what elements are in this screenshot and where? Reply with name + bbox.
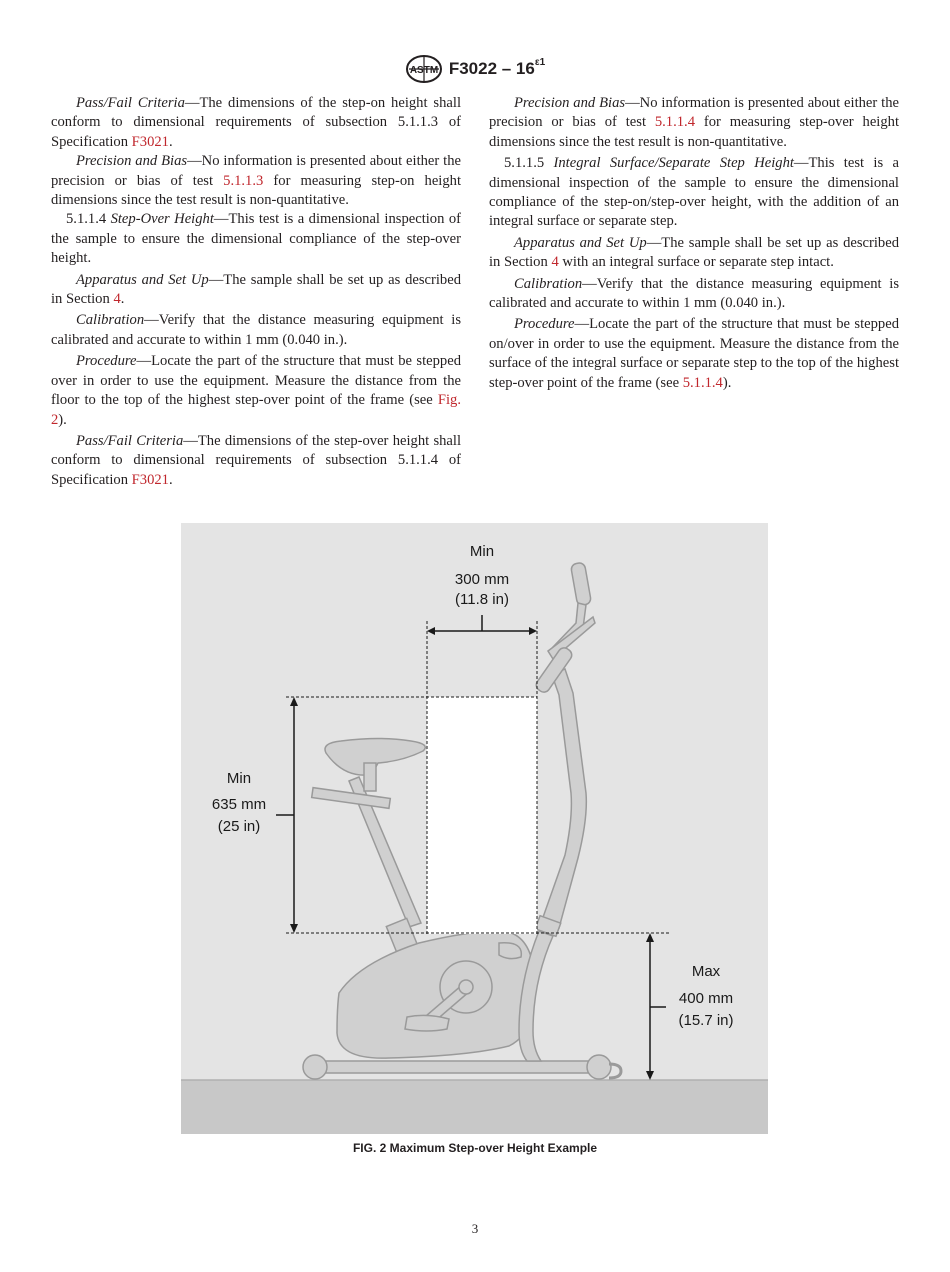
figure-link[interactable]: Fig. 2 bbox=[51, 392, 461, 428]
section-paragraph: 5.1.1.5 Integral Surface/Separate Step Height—This test is a dimensional inspection of the sample to ensure the dimensional compliance of the step-on/step-over height, with the addition of an integral surface or separate step. bbox=[489, 155, 899, 230]
step-over-height-figure bbox=[181, 523, 768, 1134]
reference-link[interactable]: 5.1.1.4 bbox=[682, 374, 723, 391]
step-mm-label: 400 mm bbox=[678, 990, 734, 1007]
step-over-clearance-zone bbox=[427, 697, 537, 934]
reference-link[interactable]: 5.1.1.3 bbox=[223, 172, 264, 189]
step-in-label: (15.7 in) bbox=[678, 1012, 734, 1029]
astm-logo-text: ASTM bbox=[409, 65, 438, 76]
height-mm-label: 635 mm bbox=[211, 796, 267, 813]
reference-link[interactable]: 5.1.1.4 bbox=[654, 114, 695, 131]
reference-link[interactable]: F3021 bbox=[131, 133, 169, 150]
section-paragraph: 5.1.1.4 Step-Over Height—This test is a dimensional inspection of the sample to ensure the dimensional compliance of the step-over height. bbox=[51, 211, 461, 267]
reference-link[interactable]: 4 bbox=[551, 254, 559, 271]
width-in-label: (11.8 in) bbox=[455, 591, 509, 608]
paragraph: Precision and Bias—No information is presented about either the precision or bias of test 5.1.1.3 for measuring step-on height dimensions since the test result is non-quantitative. bbox=[51, 153, 461, 209]
paragraph: Calibration—Verify that the distance measuring equipment is calibrated and accurate to within 1 mm (0.040 in.). bbox=[489, 275, 899, 312]
paragraph: Calibration—Verify that the distance measuring equipment is calibrated and accurate to within 1 mm (0.040 in.). bbox=[51, 312, 461, 348]
pedal bbox=[405, 1015, 449, 1031]
paragraph: Apparatus and Set Up—The sample shall be set up as described in Section 4. bbox=[51, 271, 461, 308]
reference-link[interactable]: F3021 bbox=[131, 471, 169, 488]
width-min-label: Min bbox=[469, 543, 495, 560]
page-header bbox=[0, 54, 950, 84]
step-max-label: Max bbox=[691, 963, 721, 980]
paragraph: Procedure—Locate the part of the structure that must be stepped over in order to use the equipment. Measure the distance from the floor to the top of the highest step-over point of the frame (see Fig. 2). bbox=[51, 353, 461, 428]
paragraph: Procedure—Locate the part of the structure that must be stepped on/over in order to use the equipment. Measure the distance from the surface of the integral surface or separate step to the top of the highest step-over point of the frame (see 5.1.1.4). bbox=[489, 316, 899, 391]
floor bbox=[181, 1080, 768, 1134]
front-wheel bbox=[303, 1055, 327, 1079]
width-mm-label: 300 mm bbox=[454, 571, 510, 588]
figure-caption: FIG. 2 Maximum Step-over Height Example bbox=[352, 1141, 598, 1155]
seat-stem bbox=[364, 763, 376, 791]
section-number: 5.1.1.4 bbox=[66, 211, 107, 228]
paragraph: Pass/Fail Criteria—The dimensions of the step-on height shall conform to dimensional requirements of subsection 5.1.1.3 of Specification F3021. bbox=[51, 95, 461, 150]
section-number: 5.1.1.5 bbox=[504, 155, 545, 172]
height-in-label: (25 in) bbox=[217, 818, 261, 835]
document-designation: $F3022 - 16^{\varepsilon 1}$ bbox=[448, 57, 546, 78]
astm-logo bbox=[405, 54, 443, 84]
rear-wheel bbox=[587, 1055, 611, 1079]
paragraph: Pass/Fail Criteria—The dimensions of the step-over height shall conform to dimensional requirements of subsection 5.1.1.4 of Specification F3021. bbox=[51, 432, 462, 488]
height-min-label: Min bbox=[226, 770, 252, 787]
bike-base bbox=[311, 1061, 606, 1073]
right-column bbox=[489, 94, 899, 393]
page-number: 3 bbox=[471, 1221, 479, 1236]
reference-link[interactable]: 4 bbox=[113, 291, 121, 308]
left-column bbox=[51, 94, 461, 490]
edition-mark: ε1 bbox=[534, 57, 546, 69]
paragraph: Apparatus and Set Up—The sample shall be set up as described in Section 4 with an integral surface or separate step intact. bbox=[489, 234, 899, 271]
paragraph: Precision and Bias—No information is presented about either the precision or bias of test 5.1.1.4 for measuring step-over height dimensions since the test result is non-quantitative. bbox=[489, 95, 899, 150]
